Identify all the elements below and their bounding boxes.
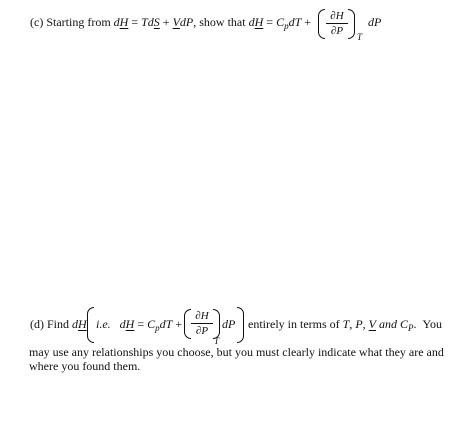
part-d-d: d [72,317,79,331]
part-c-dP: dP [368,15,382,29]
part-d-expr-C: C [147,317,156,331]
part-c-frac-num: ∂H [330,10,344,22]
part-d-entirely: entirely in terms of [248,317,340,331]
part-d-var-T: T [342,317,350,331]
part-d-frac-num: ∂H [195,310,209,322]
part-d-label: (d) [30,317,44,331]
part-d-line-1-left [30,317,87,331]
part-d-sub-T: T [214,336,220,346]
part-c-partial-fraction [326,10,348,37]
target-dT: dT [288,15,302,29]
start-equals: = [128,15,142,29]
target-d: d [248,15,255,29]
part-d-var-V: V [368,317,377,331]
part-d-ie-expr [96,317,182,332]
part-d-outer-right-paren [237,307,244,343]
part-d-var-C-sub: P [408,323,414,333]
part-c-left-paren [318,9,325,39]
start-d: d [113,15,120,29]
part-d-comma-2: , [362,317,369,331]
part-d-expr-dT: dT [159,317,173,331]
start-T: T [141,15,148,29]
start-dP: dP [179,15,194,29]
target-C-sub: p [284,21,289,31]
part-d-H: H [78,317,87,331]
part-c-frac-den: ∂P [330,25,344,37]
target-plus: + [301,15,312,29]
part-d-expr-C-sub: p [155,323,160,333]
part-d-expr-H: H [125,317,135,331]
target-C: C [276,15,285,29]
part-d-and: and [379,317,398,331]
part-d-find: Find [47,317,70,331]
part-d-frac-den: ∂P [195,325,209,337]
start-S: S [153,15,160,29]
part-d-var-C: C [400,317,409,331]
part-d-period: . [413,317,417,331]
part-d-expr-equals: = [134,317,148,331]
part-d-frac-bar [191,323,213,324]
part-d-partial-fraction [191,310,213,337]
part-c-intro: Starting from [46,15,111,29]
part-d-ie: i.e. [96,317,111,331]
target-H: H [254,15,264,29]
start-plus: + [159,15,173,29]
part-d-you: You [422,317,442,331]
part-d-outer-left-paren [87,307,94,343]
target-equals: = [263,15,277,29]
part-d-dP: dP [222,317,236,331]
part-c-frac-bar [326,23,348,24]
part-d-var-P: P [355,317,363,331]
part-d-line-3: where you found them. [29,359,141,373]
part-d-comma-1: , [349,317,356,331]
part-d-expr-plus: + [172,317,183,331]
start-H: H [119,15,129,29]
start-dS-d: d [147,15,154,29]
start-V: V [172,15,180,29]
part-c-label: (c) [30,15,44,29]
part-c-show-that: , show that [193,15,246,29]
part-d-line-2: may use any relationships you choose, but you must clearly indicate what they are and [29,345,444,359]
part-c-line [30,15,311,30]
part-c-sub-T: T [357,32,363,42]
part-c-right-paren [348,9,355,39]
part-d-line-1-right [248,317,442,332]
part-d-inner-left-paren [184,309,191,339]
part-d-expr-d: d [119,317,126,331]
